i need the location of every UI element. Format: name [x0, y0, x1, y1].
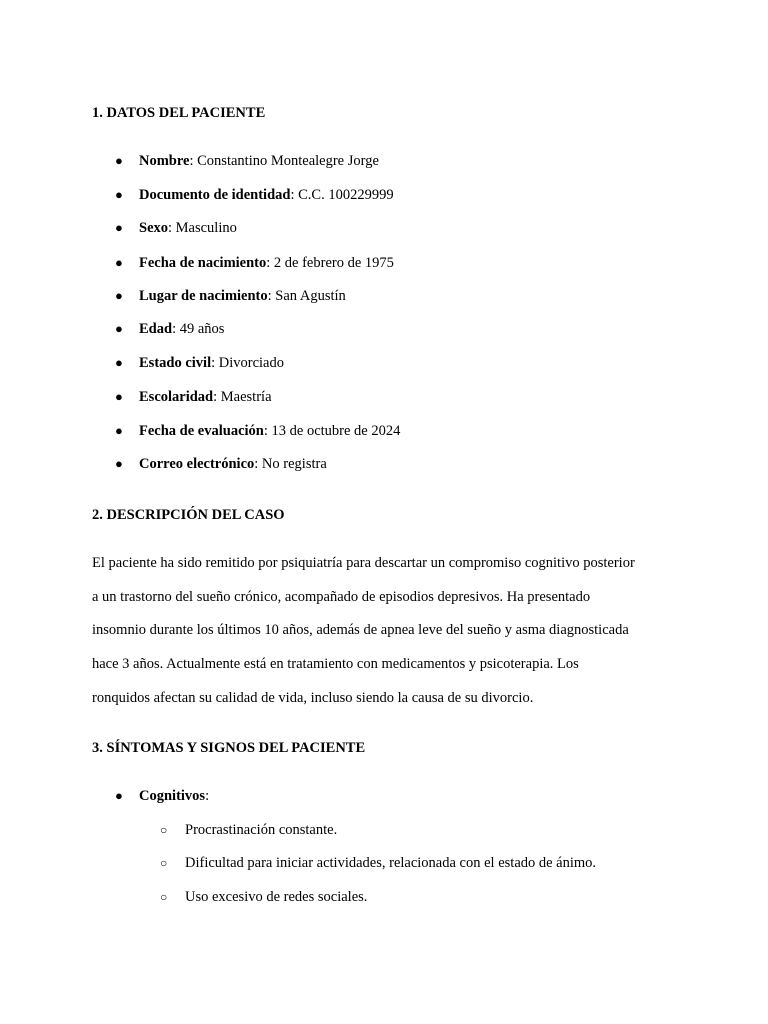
field-label: Sexo — [139, 220, 168, 236]
sub-list-item — [160, 854, 596, 872]
field-value: : — [205, 788, 210, 804]
bullet-icon: ● — [115, 255, 123, 270]
field-label: Fecha de evaluación — [139, 423, 264, 439]
list-item-fecha-nacimiento — [115, 254, 394, 272]
list-item-correo — [115, 455, 327, 473]
sub-list-item — [160, 888, 367, 906]
list-item-escolaridad — [115, 388, 272, 406]
list-item-edad — [115, 320, 224, 338]
field-value: : Masculino — [168, 220, 237, 236]
list-item-lugar-nacimiento — [115, 287, 346, 305]
sub-list-item — [160, 821, 337, 839]
bullet-icon: ● — [115, 456, 123, 471]
paragraph-line: hace 3 años. Actualmente está en tratamiento con medicamentos y psicoterapia. Los — [92, 656, 579, 672]
bullet-icon: ● — [115, 288, 123, 303]
bullet-icon: ● — [115, 389, 123, 404]
field-label: Cognitivos — [139, 788, 206, 804]
paragraph-line: ronquidos afectan su calidad de vida, incluso siendo la causa de su divorcio. — [92, 690, 534, 706]
bullet-icon: ● — [115, 220, 123, 235]
sub-item-text: Procrastinación constante. — [185, 822, 338, 838]
sub-item-text: Uso excesivo de redes sociales. — [185, 889, 368, 905]
field-value: : 2 de febrero de 1975 — [266, 255, 394, 271]
bullet-icon: ● — [115, 355, 123, 370]
list-item-cognitivos — [115, 787, 209, 805]
list-item-fecha-evaluacion — [115, 422, 400, 440]
field-label: Correo electrónico — [139, 456, 255, 472]
hollow-bullet-icon: ○ — [160, 823, 168, 837]
field-label: Estado civil — [139, 355, 212, 371]
bullet-icon: ● — [115, 187, 123, 202]
hollow-bullet-icon: ○ — [160, 890, 168, 904]
hollow-bullet-icon: ○ — [160, 856, 168, 870]
paragraph-line: a un trastorno del sueño crónico, acompañado de episodios depresivos. Ha presentado — [92, 589, 591, 605]
bullet-icon: ● — [115, 788, 123, 803]
field-value: : 49 años — [172, 321, 225, 337]
field-value: : Constantino Montealegre Jorge — [189, 153, 379, 169]
field-value: : San Agustín — [267, 288, 346, 304]
bullet-icon: ● — [115, 321, 123, 336]
paragraph-line: insomnio durante los últimos 10 años, además de apnea leve del sueño y asma diagnosticada — [92, 622, 629, 638]
sub-item-text: Dificultad para iniciar actividades, relacionada con el estado de ánimo. — [185, 855, 597, 871]
field-value: : No registra — [254, 456, 327, 472]
field-label: Escolaridad — [139, 389, 214, 405]
list-item-sexo — [115, 219, 237, 237]
field-value: : C.C. 100229999 — [290, 187, 394, 203]
section-heading-datos-paciente: 1. DATOS DEL PACIENTE — [92, 105, 266, 121]
field-value: : 13 de octubre de 2024 — [263, 423, 401, 439]
bullet-icon: ● — [115, 153, 123, 168]
list-item-nombre — [115, 152, 379, 170]
field-label: Lugar de nacimiento — [139, 288, 268, 304]
field-label: Fecha de nacimiento — [139, 255, 267, 271]
field-value: : Maestría — [213, 389, 272, 405]
section-heading-descripcion-caso: 2. DESCRIPCIÓN DEL CASO — [92, 507, 285, 523]
list-item-estado-civil — [115, 354, 284, 372]
field-label: Documento de identidad — [139, 187, 291, 203]
paragraph-line: El paciente ha sido remitido por psiquiatría para descartar un compromiso cognitivo posterior — [92, 555, 635, 571]
section-heading-sintomas-signos: 3. SÍNTOMAS Y SIGNOS DEL PACIENTE — [92, 740, 366, 756]
list-item-documento — [115, 186, 394, 204]
bullet-icon: ● — [115, 423, 123, 438]
field-label: Nombre — [139, 153, 190, 169]
field-value: : Divorciado — [211, 355, 284, 371]
field-label: Edad — [139, 321, 173, 337]
